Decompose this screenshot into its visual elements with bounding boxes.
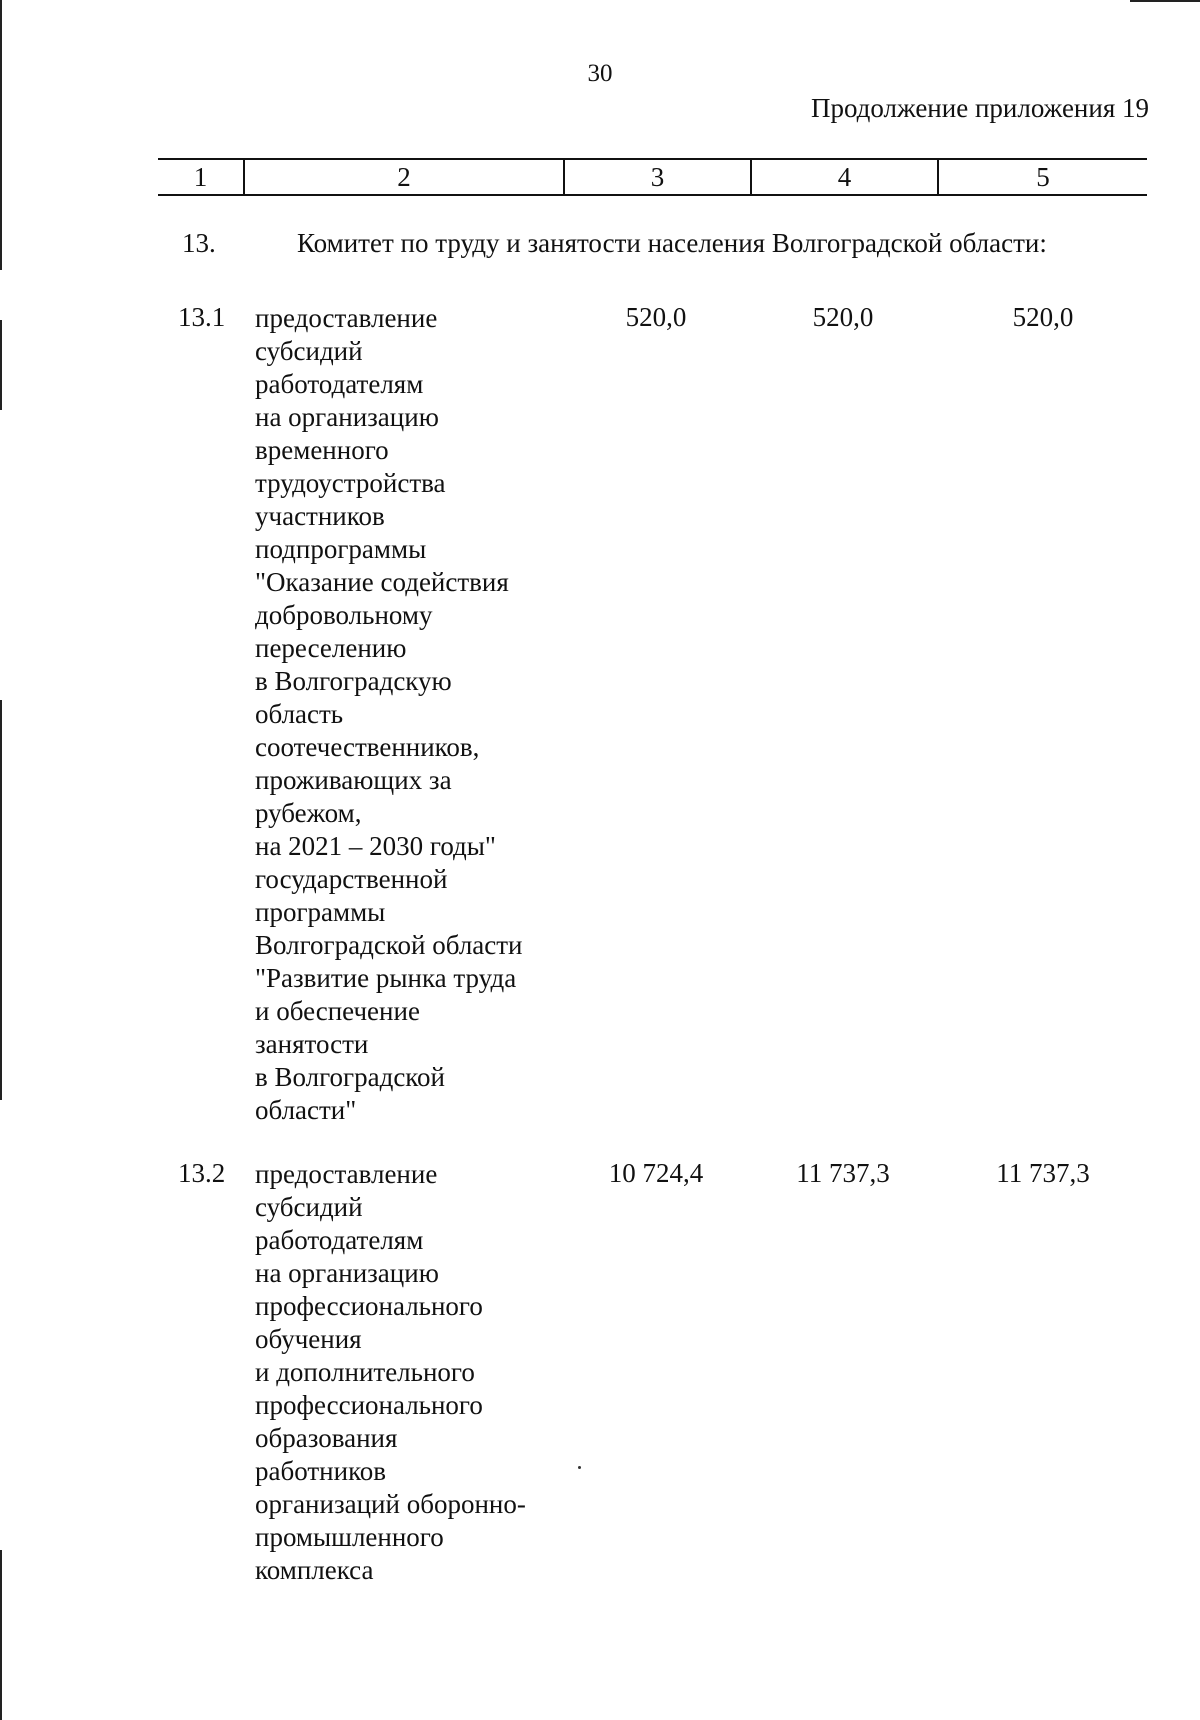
header-col-2: 2: [243, 160, 563, 194]
row-value-col-4: 520,0: [812, 302, 874, 332]
scan-edge-top: [1130, 0, 1200, 2]
scan-edge-left-2: [0, 320, 2, 410]
header-col-3: 3: [563, 160, 750, 194]
section-title: Комитет по труду и занятости населения Волгоградской области:: [297, 228, 1047, 258]
scan-edge-left-3: [0, 700, 2, 1100]
row-description: предоставление субсидий работодателям на организацию профессионального обучения и дополнительного профессионального образования работников организаций оборонно- промышленного комплекса: [255, 1159, 526, 1585]
row-number: 13.1: [178, 302, 226, 332]
section-number: 13.: [182, 228, 216, 258]
row-value-col-4: 11 737,3: [796, 1158, 890, 1188]
row-value-col-5: 11 737,3: [996, 1158, 1090, 1188]
row-value-col-5: 520,0: [1012, 302, 1074, 332]
scan-edge-left-4: [0, 1550, 2, 1720]
row-value-col-3: 520,0: [625, 302, 687, 332]
header-col-4: 4: [750, 160, 937, 194]
column-number-header: [158, 158, 1147, 196]
header-col-5: 5: [937, 160, 1147, 194]
scan-speck: [578, 1466, 581, 1469]
appendix-continuation-label: Продолжение приложения 19: [810, 93, 1149, 123]
row-number: 13.2: [178, 1158, 226, 1188]
header-col-1: 1: [193, 161, 208, 192]
scan-edge-left-1: [0, 0, 2, 270]
page-number: 30: [587, 60, 613, 87]
row-description: предоставление субсидий работодателям на организацию временного трудоустройства участников подпрограммы "Оказание содействия добровольному переселению в Волгоградскую область соотечественников, проживающих за рубежом, на 2021 – 2030 годы" государственной программы Волгоградской области "Развитие рынка труда и обеспечение занятости в Волгоградской области": [255, 303, 523, 1125]
row-value-col-3: 10 724,4: [608, 1158, 704, 1188]
